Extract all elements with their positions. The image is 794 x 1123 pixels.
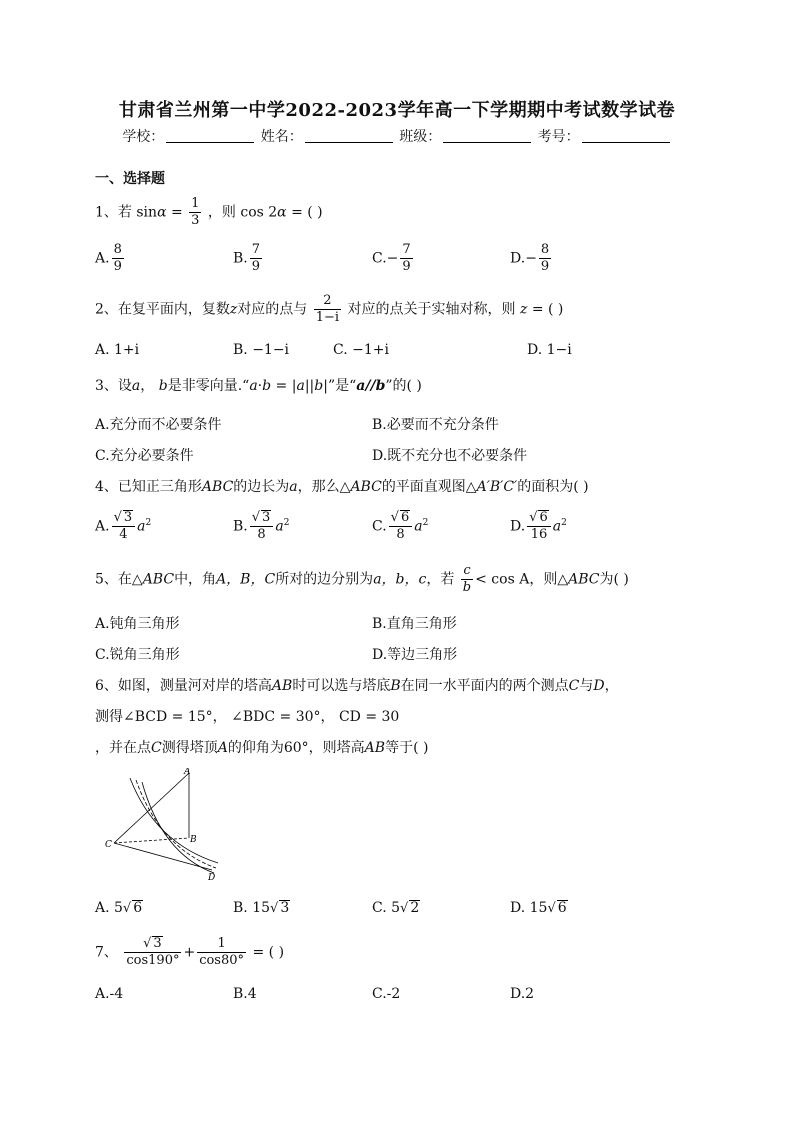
q7-option-b[interactable]: B.4 (233, 986, 257, 1002)
q3-option-b[interactable]: B.必要而不充分条件 (372, 417, 499, 433)
line-ca (114, 773, 189, 843)
q1-option-b[interactable]: B. $\frac{7}{9}$ (233, 242, 261, 274)
q7-option-a[interactable]: A.-4 (95, 986, 124, 1002)
q6-option-b[interactable]: B. 15√ 3 (233, 900, 290, 916)
q3-option-c[interactable]: C.充分必要条件 (95, 448, 194, 464)
q6-option-d[interactable]: D. 15√ 6 (510, 900, 567, 916)
q2-option-b[interactable]: B. −1−i (233, 342, 290, 358)
q7-option-c[interactable]: C.-2 (372, 986, 401, 1002)
q1-prefix: 1、若 (95, 204, 132, 221)
q7-option-d[interactable]: D.2 (510, 986, 535, 1002)
exam-no-label: 考号： (537, 129, 580, 145)
name-label: 姓名： (260, 129, 303, 145)
school-blank[interactable] (166, 128, 254, 143)
q1-option-c[interactable]: C.− $\frac{7}{9}$ (372, 242, 411, 274)
question-6-line-1: 6、如图，测量河对岸的塔高AB时可以选与塔底B在同一水平面内的两个测点C与D， (95, 678, 619, 694)
q5-option-b[interactable]: B.直角三角形 (372, 616, 457, 632)
q1-fraction: $\frac{1}{3}$ (191, 196, 200, 228)
question-5: 5、在△ABC中，角A，B，C所对的边分别为a，b，c，若 $\frac{c}{b}$ < cos A，则△ABC为( ) (95, 563, 629, 595)
q5-option-c[interactable]: C.锐角三角形 (95, 647, 180, 663)
student-info-line (0, 126, 794, 146)
q2-option-a[interactable]: A. 1+i (95, 342, 140, 358)
label-a: A (184, 768, 191, 777)
q3-option-a[interactable]: A.充分而不必要条件 (95, 417, 222, 433)
q1-mid: ，则 (207, 204, 236, 221)
label-c: C (105, 840, 112, 850)
section-heading: 一、选择题 (95, 171, 165, 187)
question-4: 4、已知正三角形ABC的边长为a，那么△ABC的平面直观图△A′B′C′的面积为( ) (95, 479, 589, 495)
river-bank-3 (142, 782, 214, 873)
q6-option-c[interactable]: C. 5√ 2 (372, 900, 420, 916)
q5-option-a[interactable]: A.钝角三角形 (95, 616, 180, 632)
label-d: D (208, 873, 216, 883)
q4-option-b[interactable]: B. $\frac{√ 3}{8}$ $a^2$ (233, 510, 290, 542)
exam-no-blank[interactable] (582, 128, 670, 143)
page-title: 甘肃省兰州第一中学2022-2023学年高一下学期期中考试数学试卷 (118, 100, 676, 121)
line-cd (114, 843, 212, 870)
q2-fraction: $\frac{2}{1-i}$ (315, 293, 340, 325)
q4-option-d[interactable]: D. $\frac{√ 6}{16}$ $a^2$ (510, 510, 567, 542)
q4-option-a[interactable]: A. $\frac{√ 3}{4}$ $a^2$ (95, 510, 152, 542)
q1-sin: sinα = (136, 204, 188, 221)
question-6-line-3: ，并在点C测得塔顶A的仰角为60°，则塔高AB等于( ) (95, 740, 429, 756)
q2-option-d[interactable]: D. 1−i (527, 342, 572, 358)
class-label: 班级： (399, 129, 442, 145)
q1-option-d[interactable]: D.− $\frac{8}{9}$ (510, 242, 550, 274)
q1-cos: cos 2α (240, 204, 287, 221)
river-bank-1 (130, 778, 218, 863)
class-blank[interactable] (443, 128, 531, 143)
q4-option-c[interactable]: C. $\frac{√ 6}{8}$ $a^2$ (372, 510, 429, 542)
q3-option-d[interactable]: D.既不充分也不必要条件 (372, 448, 528, 464)
q6-option-a[interactable]: A. 5√ 6 (95, 900, 143, 916)
name-blank[interactable] (305, 128, 393, 143)
school-label: 学校： (122, 129, 165, 145)
label-b: B (190, 835, 197, 845)
q2-option-c[interactable]: C. −1+i (333, 342, 389, 358)
question-3: 3、设a， b是非零向量.“a·b = |a||b|”是“a//b”的( ) (95, 378, 422, 394)
question-6-line-2: 测得∠BCD = 15°， ∠BDC = 30°， CD = 30 (95, 709, 400, 725)
line-cb (114, 838, 189, 843)
river-bank-2 (136, 780, 216, 868)
q1-eq: = ( ) (291, 204, 323, 221)
tower-figure (100, 768, 225, 883)
question-7: 7、 $\frac{√ 3}{\cos 190^\circ}$ + $\frac{1}{\cos 80^\circ}$ = ( ) (95, 936, 285, 968)
q5-option-d[interactable]: D.等边三角形 (372, 647, 458, 663)
q1-option-a[interactable]: A. $\frac{8}{9}$ (95, 242, 122, 274)
question-2: 2、在复平面内，复数z对应的点与 $\frac{2}{1-i}$ 对应的点关于实轴对称，则 z = ( ) (95, 293, 564, 325)
question-1 (95, 196, 323, 229)
